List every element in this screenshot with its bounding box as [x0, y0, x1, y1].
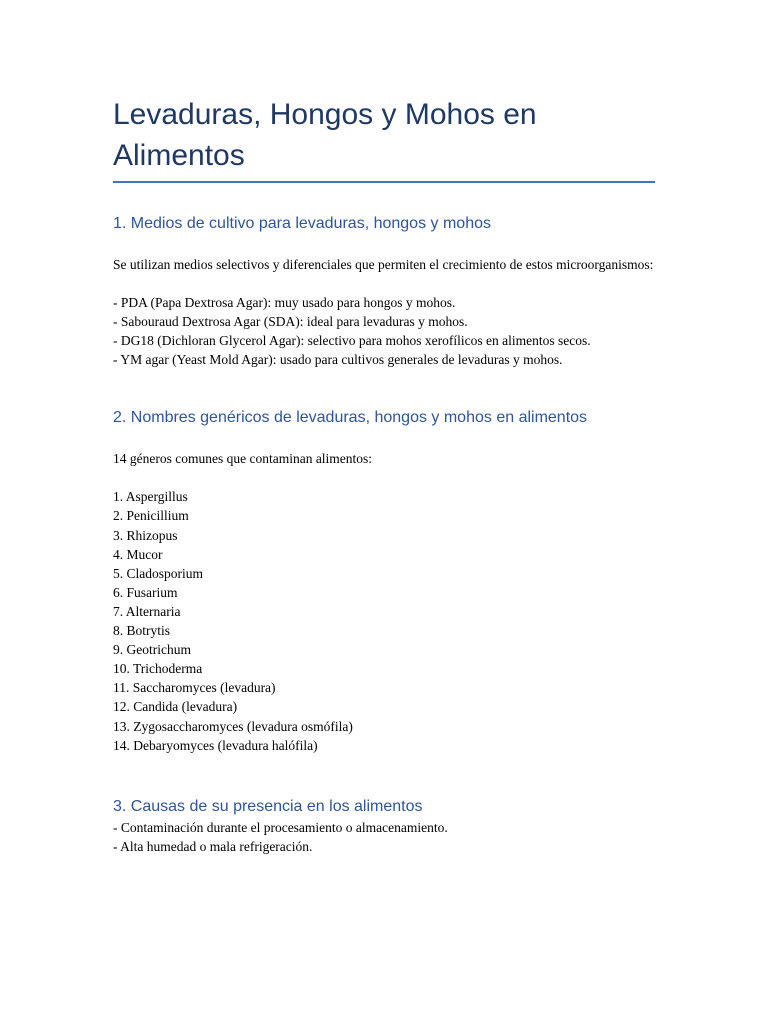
list-item: 3. Rhizopus	[113, 527, 178, 543]
list-item: 11. Saccharomyces (levadura)	[113, 680, 276, 696]
section-heading-causes: 3. Causas de su presencia en los alimentos	[113, 797, 423, 815]
list-item: 7. Alternaria	[113, 603, 181, 619]
section-intro-culture-media: Se utilizan medios selectivos y diferenciales que permiten el crecimiento de estos microorganismos:	[113, 257, 654, 272]
genera-list	[113, 487, 655, 754]
list-item: - Contaminación durante el procesamiento o almacenamiento.	[113, 819, 448, 835]
list-item: 9. Geotrichum	[113, 642, 191, 658]
section-intro-generic-names: 14 géneros comunes que contaminan alimentos:	[113, 451, 373, 467]
culture-media-list	[113, 293, 655, 369]
list-item: - PDA (Papa Dextrosa Agar): muy usado para hongos y mohos.	[113, 295, 456, 310]
list-item: 1. Aspergillus	[113, 489, 188, 505]
list-item: - YM agar (Yeast Mold Agar): usado para cultivos generales de levaduras y mohos.	[113, 352, 563, 368]
list-item: - Alta humedad o mala refrigeración.	[113, 838, 313, 854]
list-item: 12. Candida (levadura)	[113, 699, 238, 715]
list-item: 10. Trichoderma	[113, 661, 203, 677]
list-item: 4. Mucor	[113, 546, 163, 562]
causes-list	[113, 818, 655, 856]
list-item: - Sabouraud Dextrosa Agar (SDA): ideal para levaduras y mohos.	[113, 314, 468, 330]
section-heading-culture-media: 1. Medios de cultivo para levaduras, hongos y mohos	[113, 215, 491, 232]
list-item: 8. Botrytis	[113, 623, 171, 639]
document-title: Levaduras, Hongos y Mohos en Alimentos	[113, 0, 655, 183]
list-item: 13. Zygosaccharomyces (levadura osmófila)	[113, 718, 353, 734]
list-item: - DG18 (Dichloran Glycerol Agar): selectivo para mohos xerofílicos en alimentos secos.	[113, 333, 591, 349]
list-item: 14. Debaryomyces (levadura halófila)	[113, 737, 318, 753]
list-item: 6. Fusarium	[113, 584, 178, 600]
section-heading-generic-names: 2. Nombres genéricos de levaduras, hongos y mohos en alimentos	[113, 409, 588, 427]
document-page	[113, 0, 655, 856]
list-item: 5. Cladosporium	[113, 565, 203, 581]
list-item: 2. Penicillium	[113, 508, 189, 524]
